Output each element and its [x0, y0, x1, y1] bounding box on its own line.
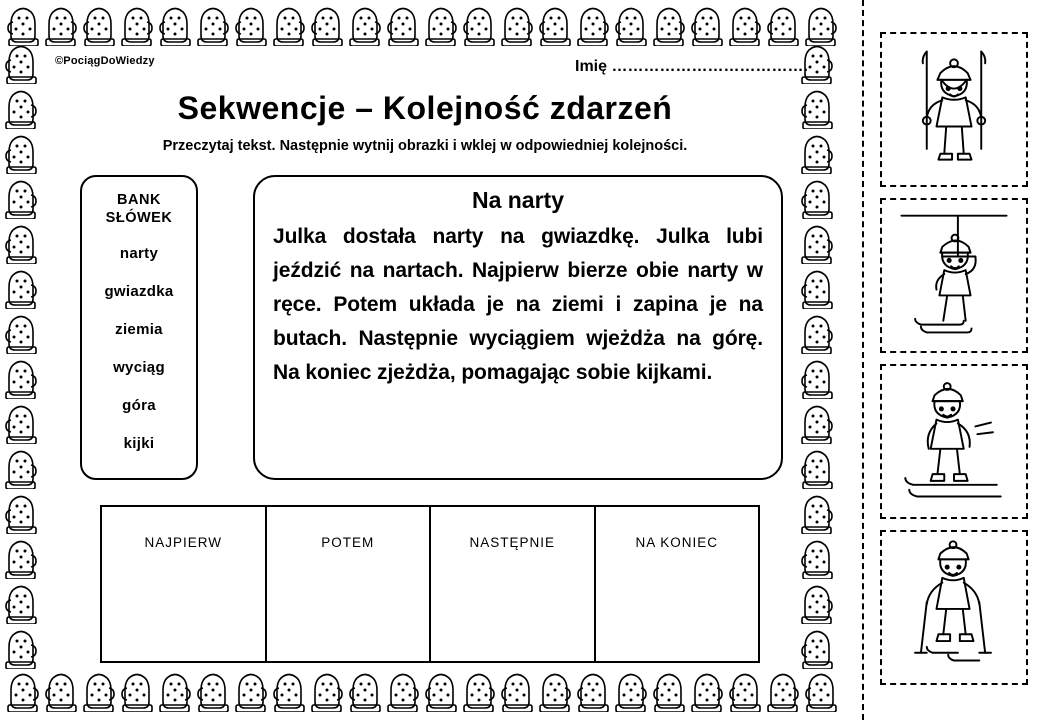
mitten-border-left: [4, 40, 52, 680]
sequence-table: [100, 505, 760, 663]
instructions-text: Przeczytaj tekst. Następnie wytnij obrazki i wklej w odpowiedniej kolejności.: [162, 138, 688, 154]
mitten-icon: [614, 2, 648, 46]
mitten-icon: [158, 2, 192, 46]
mitten-icon: [462, 668, 496, 712]
mitten-icon: [234, 668, 268, 712]
name-field-label: Imię ……………………………….: [575, 58, 808, 75]
mitten-icon: [576, 668, 610, 712]
mitten-icon: [576, 2, 610, 46]
mitten-icon: [800, 580, 834, 624]
mitten-icon: [82, 2, 116, 46]
mitten-icon: [728, 2, 762, 46]
word-bank-item: wyciąg: [113, 359, 165, 377]
mitten-icon: [614, 668, 648, 712]
mitten-icon: [800, 355, 834, 399]
copyright-text: ©PociągDoWiedzy: [55, 55, 155, 67]
mitten-border-right: [800, 40, 848, 680]
sequence-column-header: NAJPIERW: [144, 535, 222, 550]
mitten-icon: [386, 668, 420, 712]
sequence-cell-potem[interactable]: [267, 507, 432, 661]
dashed-cut-line: [862, 0, 864, 720]
cut-card-skier-on-lift[interactable]: [880, 198, 1028, 353]
word-bank-item: narty: [119, 245, 159, 263]
mitten-icon: [4, 535, 38, 579]
mitten-icon: [538, 668, 572, 712]
mitten-icon: [800, 175, 834, 219]
sequence-cell-najpierw[interactable]: [102, 507, 267, 661]
mitten-icon: [652, 668, 686, 712]
mitten-icon: [120, 2, 154, 46]
mitten-icon: [500, 668, 534, 712]
mitten-icon: [196, 668, 230, 712]
word-bank-title: [82, 191, 196, 227]
mitten-icon: [462, 2, 496, 46]
mitten-border-bottom: [0, 668, 850, 716]
cut-card-skier-putting-on-skis[interactable]: [880, 364, 1028, 519]
mitten-icon: [766, 2, 800, 46]
mitten-icon: [728, 668, 762, 712]
mitten-icon: [386, 2, 420, 46]
word-bank-item: ziemia: [115, 321, 163, 339]
mitten-icon: [800, 400, 834, 444]
mitten-icon: [690, 2, 724, 46]
sequence-column-header: NA KONIEC: [635, 535, 719, 550]
mitten-icon: [4, 625, 38, 669]
word-bank-item: góra: [122, 397, 156, 415]
mitten-icon: [4, 490, 38, 534]
word-bank-title-line2: SŁÓWEK: [105, 210, 173, 227]
story-title: Na narty: [471, 187, 565, 213]
mitten-icon: [4, 310, 38, 354]
mitten-icon: [800, 220, 834, 264]
mitten-icon: [234, 2, 268, 46]
mitten-icon: [538, 2, 572, 46]
mitten-icon: [4, 175, 38, 219]
word-bank-item: gwiazdka: [104, 283, 174, 301]
mitten-icon: [4, 265, 38, 309]
mitten-icon: [310, 668, 344, 712]
cut-card-skier-carrying-skis[interactable]: [880, 32, 1028, 187]
mitten-icon: [272, 668, 306, 712]
sequence-column-header: POTEM: [321, 535, 375, 550]
sequence-column-header: NASTĘPNIE: [469, 535, 556, 550]
cut-out-strip: [875, 0, 1035, 720]
mitten-icon: [348, 2, 382, 46]
mitten-icon: [310, 2, 344, 46]
mitten-icon: [424, 668, 458, 712]
sequence-cell-na-koniec[interactable]: [596, 507, 759, 661]
word-bank-box: [80, 175, 198, 480]
page-title: Sekwencje – Kolejność zdarzeń: [177, 90, 673, 126]
mitten-icon: [158, 668, 192, 712]
mitten-icon: [348, 668, 382, 712]
mitten-icon: [4, 580, 38, 624]
mitten-icon: [4, 355, 38, 399]
word-bank-item: kijki: [123, 435, 155, 453]
mitten-icon: [4, 40, 38, 84]
cut-card-skier-going-downhill[interactable]: [880, 530, 1028, 685]
sequence-cell-nastepnie[interactable]: [431, 507, 596, 661]
mitten-icon: [800, 130, 834, 174]
mitten-icon: [272, 2, 306, 46]
mitten-icon: [800, 445, 834, 489]
word-bank-list: [82, 245, 196, 452]
mitten-icon: [4, 445, 38, 489]
mitten-icon: [4, 400, 38, 444]
mitten-icon: [196, 2, 230, 46]
mitten-icon: [4, 220, 38, 264]
mitten-icon: [4, 85, 38, 129]
mitten-icon: [424, 2, 458, 46]
mitten-icon: [800, 85, 834, 129]
mitten-icon: [82, 668, 116, 712]
story-box: [253, 175, 783, 480]
mitten-icon: [766, 668, 800, 712]
word-bank-title-line1: BANK: [117, 192, 161, 208]
mitten-icon: [4, 130, 38, 174]
mitten-icon: [500, 2, 534, 46]
mitten-icon: [800, 535, 834, 579]
mitten-icon: [120, 668, 154, 712]
mitten-icon: [690, 668, 724, 712]
mitten-icon: [800, 310, 834, 354]
mitten-icon: [800, 490, 834, 534]
mitten-icon: [800, 625, 834, 669]
mitten-icon: [800, 265, 834, 309]
story-text: Julka dostała narty na gwiazdkę. Julka lubi jeździć na nartach. Najpierw bierze obie narty w ręce. Potem układa je na ziemi i zapina je na butach. Następnie wyciągiem wjeżdża na górę. Na koniec zjeżdża, pomagając sobie kijkami.: [273, 225, 763, 385]
mitten-icon: [652, 2, 686, 46]
mitten-border-top: [0, 2, 850, 50]
